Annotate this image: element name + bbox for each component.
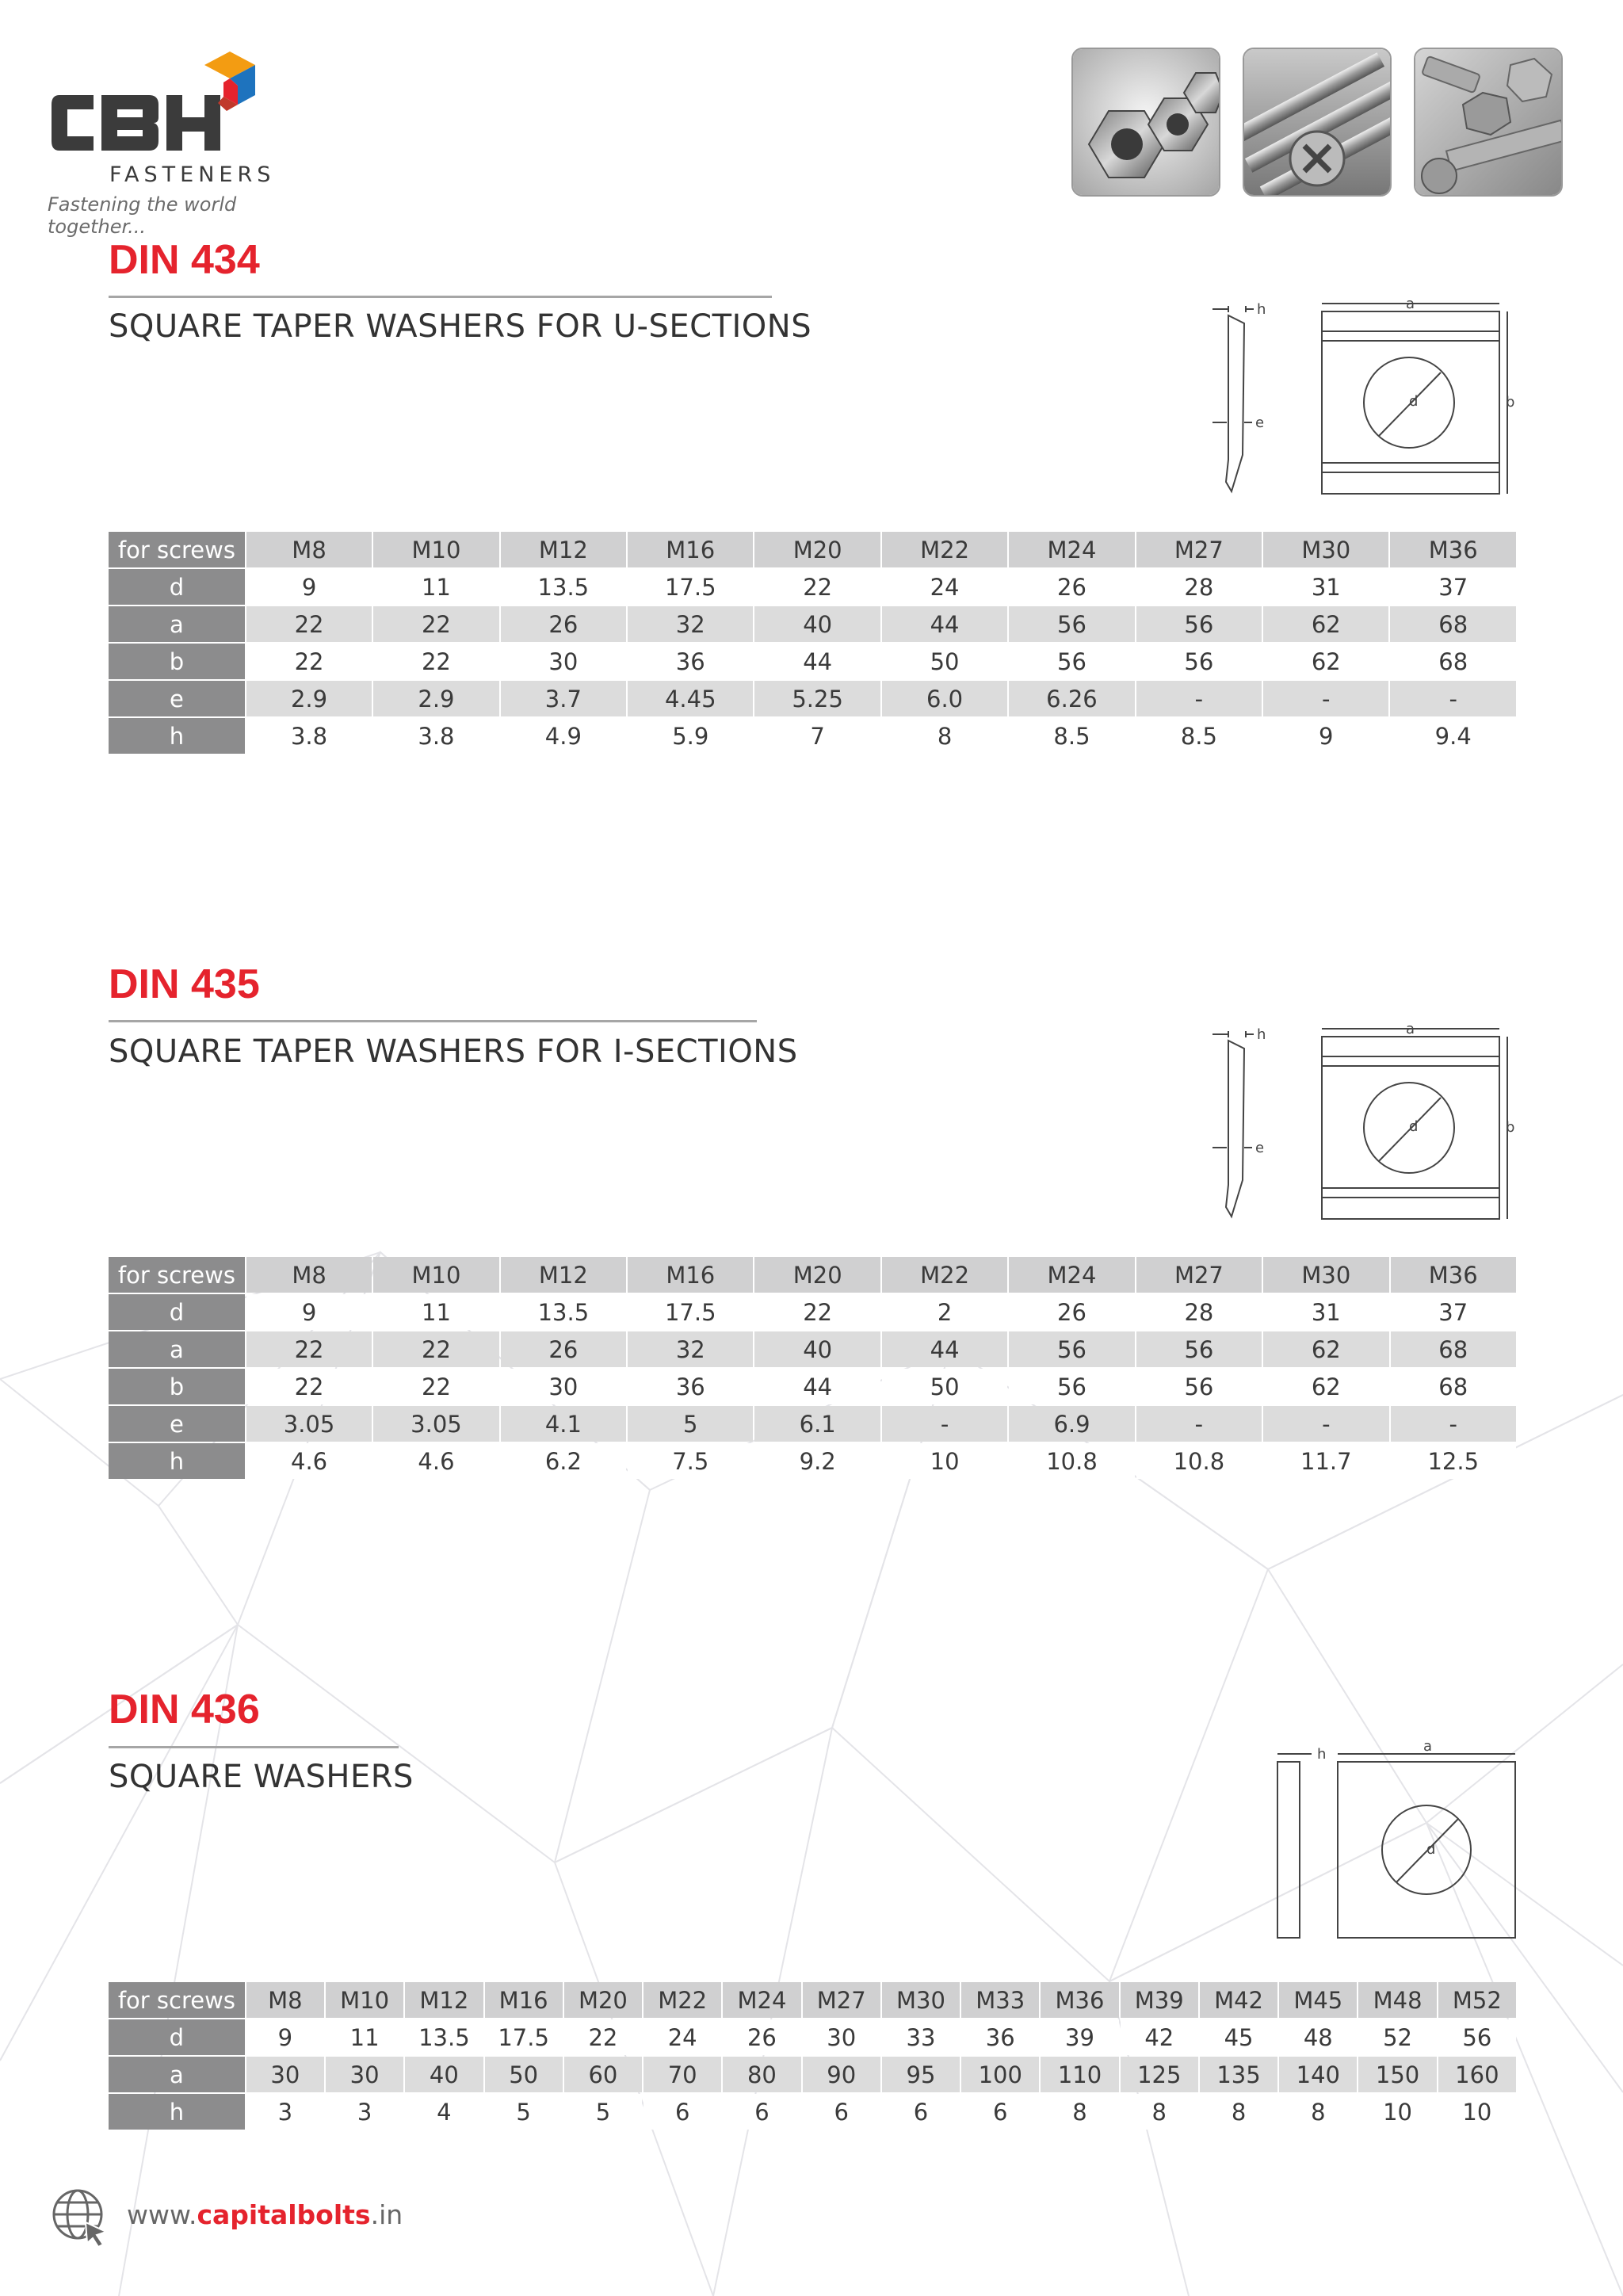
table-cell: 44 bbox=[882, 1331, 1007, 1367]
din435-diagram bbox=[1205, 1017, 1522, 1223]
table-cell: 10.8 bbox=[1136, 1443, 1262, 1479]
column-header-size: M22 bbox=[882, 1257, 1007, 1293]
table-cell: 100 bbox=[961, 2057, 1039, 2092]
row-label: h bbox=[109, 718, 245, 754]
table-cell: 33 bbox=[882, 2019, 960, 2055]
table-cell: 56 bbox=[1136, 1331, 1262, 1367]
din435-rule bbox=[109, 1020, 757, 1022]
column-header-size: M16 bbox=[628, 1257, 753, 1293]
table-cell: 10.8 bbox=[1009, 1443, 1134, 1479]
table-cell: 44 bbox=[754, 644, 880, 679]
table-cell: 24 bbox=[882, 569, 1007, 605]
column-header-size: M24 bbox=[1009, 532, 1134, 567]
din436-rule bbox=[109, 1746, 399, 1748]
table-cell: 6 bbox=[882, 2094, 960, 2130]
row-label: b bbox=[109, 644, 245, 679]
table-cell: - bbox=[1136, 681, 1262, 716]
table-cell: 24 bbox=[643, 2019, 721, 2055]
table-header-row bbox=[109, 1257, 1516, 1293]
table-cell: 9 bbox=[1263, 718, 1388, 754]
row-label: b bbox=[109, 1369, 245, 1404]
din436-label-h: h bbox=[1317, 1746, 1327, 1763]
column-header-size: M48 bbox=[1358, 1982, 1436, 2018]
column-header-size: M27 bbox=[1136, 532, 1262, 567]
table-cell: 37 bbox=[1390, 569, 1516, 605]
column-header-size: M27 bbox=[1136, 1257, 1262, 1293]
din436-table bbox=[107, 1981, 1518, 2131]
row-label: h bbox=[109, 2094, 245, 2130]
table-cell: 9 bbox=[246, 2019, 324, 2055]
table-cell: 8 bbox=[882, 718, 1007, 754]
table-cell: 4.1 bbox=[501, 1406, 626, 1442]
column-header-size: M20 bbox=[564, 1982, 642, 2018]
column-header-size: M27 bbox=[803, 1982, 880, 2018]
din436-label-a: a bbox=[1423, 1740, 1433, 1755]
table-cell: 4.45 bbox=[628, 681, 753, 716]
table-cell: 11.7 bbox=[1263, 1443, 1388, 1479]
column-header-size: M10 bbox=[373, 1257, 498, 1293]
brand-logo bbox=[48, 48, 317, 238]
table-row bbox=[109, 2094, 1516, 2130]
column-header-size: M10 bbox=[373, 532, 498, 567]
table-row bbox=[109, 1294, 1516, 1330]
table-cell: 13.5 bbox=[405, 2019, 483, 2055]
table-cell: 22 bbox=[754, 569, 880, 605]
table-cell: 17.5 bbox=[628, 1294, 753, 1330]
footer-website-link[interactable] bbox=[127, 2199, 403, 2230]
din434-diagram bbox=[1205, 292, 1522, 498]
table-cell: 56 bbox=[1438, 2019, 1516, 2055]
table-row bbox=[109, 569, 1516, 605]
column-header-size: M52 bbox=[1438, 1982, 1516, 2018]
table-cell: 31 bbox=[1263, 1294, 1388, 1330]
table-cell: 45 bbox=[1200, 2019, 1277, 2055]
table-cell: 28 bbox=[1136, 569, 1262, 605]
din436-label-d: d bbox=[1426, 1841, 1436, 1858]
table-row bbox=[109, 718, 1516, 754]
table-cell: 36 bbox=[961, 2019, 1039, 2055]
table-cell: 62 bbox=[1263, 644, 1388, 679]
table-cell: 70 bbox=[643, 2057, 721, 2092]
table-cell: 160 bbox=[1438, 2057, 1516, 2092]
table-cell: 6.1 bbox=[754, 1406, 880, 1442]
table-cell: 9 bbox=[246, 1294, 372, 1330]
table-cell: 4.9 bbox=[501, 718, 626, 754]
table-cell: 22 bbox=[564, 2019, 642, 2055]
din434-subtitle: SQUARE TAPER WASHERS FOR U-SECTIONS bbox=[109, 308, 812, 345]
table-cell: 5.9 bbox=[628, 718, 753, 754]
table-cell: 62 bbox=[1263, 1331, 1388, 1367]
table-cell: 26 bbox=[1009, 569, 1134, 605]
table-cell: 4.6 bbox=[246, 1443, 372, 1479]
brand-tagline: Fastening the world together... bbox=[48, 193, 237, 238]
table-cell: 8 bbox=[1200, 2094, 1277, 2130]
table-cell: 5.25 bbox=[754, 681, 880, 716]
din434-label-h: h bbox=[1257, 301, 1266, 318]
column-header-label: for screws bbox=[109, 1257, 245, 1293]
row-label: d bbox=[109, 1294, 245, 1330]
table-cell: 40 bbox=[405, 2057, 483, 2092]
din436-diagram bbox=[1268, 1740, 1522, 1946]
table-cell: 50 bbox=[485, 2057, 563, 2092]
footer-url-suffix: .in bbox=[370, 2199, 403, 2230]
table-cell: 5 bbox=[628, 1406, 753, 1442]
row-label: a bbox=[109, 606, 245, 642]
column-header-size: M20 bbox=[754, 1257, 880, 1293]
table-cell: 30 bbox=[501, 644, 626, 679]
table-cell: 26 bbox=[1009, 1294, 1134, 1330]
brand-fasteners: FASTENERS bbox=[109, 162, 276, 187]
table-cell: 30 bbox=[326, 2057, 403, 2092]
table-cell: 6 bbox=[961, 2094, 1039, 2130]
table-cell: 6 bbox=[803, 2094, 880, 2130]
table-row bbox=[109, 606, 1516, 642]
din434-rule bbox=[109, 296, 772, 298]
column-header-size: M24 bbox=[723, 1982, 800, 2018]
table-cell: 3.05 bbox=[246, 1406, 372, 1442]
table-row bbox=[109, 681, 1516, 716]
column-header-size: M24 bbox=[1009, 1257, 1134, 1293]
table-header-row bbox=[109, 532, 1516, 567]
column-header-size: M30 bbox=[1263, 1257, 1388, 1293]
table-header-row bbox=[109, 1982, 1516, 2018]
table-cell: 62 bbox=[1263, 1369, 1388, 1404]
table-cell: 13.5 bbox=[501, 1294, 626, 1330]
row-label: h bbox=[109, 1443, 245, 1479]
column-header-size: M30 bbox=[1263, 532, 1388, 567]
din435-label-h: h bbox=[1257, 1026, 1266, 1043]
table-cell: 10 bbox=[1438, 2094, 1516, 2130]
din434-title: DIN 434 bbox=[109, 237, 260, 283]
table-cell: 6 bbox=[723, 2094, 800, 2130]
table-cell: - bbox=[882, 1406, 1007, 1442]
column-header-label: for screws bbox=[109, 1982, 245, 2018]
table-row bbox=[109, 2019, 1516, 2055]
table-cell: 5 bbox=[485, 2094, 563, 2130]
screws-photo bbox=[1243, 48, 1392, 197]
table-cell: 56 bbox=[1136, 606, 1262, 642]
row-label: e bbox=[109, 1406, 245, 1442]
column-header-size: M8 bbox=[246, 1257, 372, 1293]
table-row bbox=[109, 1369, 1516, 1404]
din435-label-b: b bbox=[1506, 1119, 1515, 1136]
cbh-logo-mark bbox=[48, 48, 309, 166]
table-cell: 8 bbox=[1279, 2094, 1357, 2130]
table-cell: 90 bbox=[803, 2057, 880, 2092]
din435-label-e: e bbox=[1255, 1140, 1265, 1156]
table-cell: 6.26 bbox=[1009, 681, 1134, 716]
table-cell: 6.9 bbox=[1009, 1406, 1134, 1442]
column-header-size: M30 bbox=[882, 1982, 960, 2018]
table-cell: 62 bbox=[1263, 606, 1388, 642]
table-row bbox=[109, 1331, 1516, 1367]
table-cell: 4.6 bbox=[373, 1443, 498, 1479]
table-cell: 6.0 bbox=[882, 681, 1007, 716]
table-cell: - bbox=[1136, 1406, 1262, 1442]
table-cell: 8 bbox=[1041, 2094, 1118, 2130]
table-cell: 8 bbox=[1121, 2094, 1198, 2130]
table-cell: 3 bbox=[326, 2094, 403, 2130]
table-cell: 10 bbox=[1358, 2094, 1436, 2130]
column-header-size: M16 bbox=[485, 1982, 563, 2018]
table-cell: 6 bbox=[643, 2094, 721, 2130]
column-header-size: M12 bbox=[501, 532, 626, 567]
table-cell: 30 bbox=[246, 2057, 324, 2092]
table-cell: 48 bbox=[1279, 2019, 1357, 2055]
row-label: a bbox=[109, 2057, 245, 2092]
table-cell: 56 bbox=[1136, 1369, 1262, 1404]
table-cell: 140 bbox=[1279, 2057, 1357, 2092]
table-cell: 135 bbox=[1200, 2057, 1277, 2092]
table-cell: 40 bbox=[754, 1331, 880, 1367]
bolts-photo bbox=[1414, 48, 1563, 197]
column-header-label: for screws bbox=[109, 532, 245, 567]
table-cell: 50 bbox=[882, 1369, 1007, 1404]
table-cell: 17.5 bbox=[628, 569, 753, 605]
column-header-size: M36 bbox=[1041, 1982, 1118, 2018]
table-cell: - bbox=[1391, 1406, 1516, 1442]
table-row bbox=[109, 644, 1516, 679]
table-cell: 17.5 bbox=[485, 2019, 563, 2055]
table-cell: 56 bbox=[1009, 1331, 1134, 1367]
table-row bbox=[109, 1443, 1516, 1479]
table-cell: 28 bbox=[1136, 1294, 1262, 1330]
table-cell: 11 bbox=[373, 1294, 498, 1330]
din435-label-d: d bbox=[1409, 1118, 1419, 1135]
din434-table bbox=[107, 530, 1518, 755]
row-label: d bbox=[109, 569, 245, 605]
table-cell: 30 bbox=[501, 1369, 626, 1404]
column-header-size: M36 bbox=[1391, 1257, 1516, 1293]
din434-label-b: b bbox=[1506, 394, 1515, 411]
table-cell: 56 bbox=[1136, 644, 1262, 679]
table-cell: 80 bbox=[723, 2057, 800, 2092]
table-cell: 26 bbox=[501, 1331, 626, 1367]
row-label: a bbox=[109, 1331, 245, 1367]
table-cell: 26 bbox=[501, 606, 626, 642]
table-cell: 22 bbox=[373, 606, 498, 642]
table-cell: 8.5 bbox=[1009, 718, 1134, 754]
table-cell: 11 bbox=[373, 569, 498, 605]
table-cell: 56 bbox=[1009, 1369, 1134, 1404]
din436-subtitle: SQUARE WASHERS bbox=[109, 1759, 414, 1795]
table-cell: 37 bbox=[1391, 1294, 1516, 1330]
table-cell: 9 bbox=[246, 569, 372, 605]
column-header-size: M8 bbox=[246, 1982, 324, 2018]
table-cell: 22 bbox=[754, 1294, 880, 1330]
table-cell: 5 bbox=[564, 2094, 642, 2130]
table-cell: 9.4 bbox=[1390, 718, 1516, 754]
column-header-size: M39 bbox=[1121, 1982, 1198, 2018]
table-cell: 3.8 bbox=[246, 718, 372, 754]
table-row bbox=[109, 2057, 1516, 2092]
table-cell: 22 bbox=[246, 1369, 372, 1404]
column-header-size: M45 bbox=[1279, 1982, 1357, 2018]
din435-label-a: a bbox=[1406, 1021, 1415, 1037]
table-cell: 60 bbox=[564, 2057, 642, 2092]
table-cell: 50 bbox=[882, 644, 1007, 679]
table-cell: 9.2 bbox=[754, 1443, 880, 1479]
table-cell: 11 bbox=[326, 2019, 403, 2055]
table-cell: 30 bbox=[803, 2019, 880, 2055]
table-cell: - bbox=[1263, 1406, 1388, 1442]
table-cell: 4 bbox=[405, 2094, 483, 2130]
din435-table bbox=[107, 1255, 1518, 1480]
table-cell: 31 bbox=[1263, 569, 1388, 605]
column-header-size: M8 bbox=[246, 532, 372, 567]
column-header-size: M33 bbox=[961, 1982, 1039, 2018]
table-cell: 2.9 bbox=[373, 681, 498, 716]
table-cell: 150 bbox=[1358, 2057, 1436, 2092]
table-cell: 68 bbox=[1391, 1369, 1516, 1404]
table-cell: 2 bbox=[882, 1294, 1007, 1330]
table-cell: 22 bbox=[373, 1369, 498, 1404]
table-cell: 22 bbox=[246, 644, 372, 679]
table-cell: 6.2 bbox=[501, 1443, 626, 1479]
table-cell: 110 bbox=[1041, 2057, 1118, 2092]
table-cell: 13.5 bbox=[501, 569, 626, 605]
din435-title: DIN 435 bbox=[109, 961, 260, 1007]
footer-url-prefix: www. bbox=[127, 2199, 197, 2230]
table-cell: 3.8 bbox=[373, 718, 498, 754]
column-header-size: M12 bbox=[405, 1982, 483, 2018]
table-cell: 36 bbox=[628, 644, 753, 679]
column-header-size: M16 bbox=[628, 532, 753, 567]
globe-icon bbox=[49, 2186, 113, 2249]
table-cell: 39 bbox=[1041, 2019, 1118, 2055]
table-cell: - bbox=[1390, 681, 1516, 716]
table-cell: 22 bbox=[246, 1331, 372, 1367]
din434-label-d: d bbox=[1409, 393, 1419, 410]
table-cell: 3.05 bbox=[373, 1406, 498, 1442]
table-cell: 42 bbox=[1121, 2019, 1198, 2055]
table-cell: 22 bbox=[373, 1331, 498, 1367]
table-cell: 44 bbox=[754, 1369, 880, 1404]
footer-url-brand: capitalbolts bbox=[197, 2199, 371, 2230]
row-label: d bbox=[109, 2019, 245, 2055]
table-cell: 68 bbox=[1390, 644, 1516, 679]
table-cell: 32 bbox=[628, 606, 753, 642]
column-header-size: M20 bbox=[754, 532, 880, 567]
table-cell: 56 bbox=[1009, 644, 1134, 679]
table-cell: 36 bbox=[628, 1369, 753, 1404]
din436-title: DIN 436 bbox=[109, 1687, 260, 1733]
table-cell: 125 bbox=[1121, 2057, 1198, 2092]
table-cell: 12.5 bbox=[1391, 1443, 1516, 1479]
table-cell: 10 bbox=[882, 1443, 1007, 1479]
table-cell: 3 bbox=[246, 2094, 324, 2130]
table-cell: 68 bbox=[1390, 606, 1516, 642]
table-cell: 95 bbox=[882, 2057, 960, 2092]
table-cell: 22 bbox=[246, 606, 372, 642]
column-header-size: M22 bbox=[882, 532, 1007, 567]
table-cell: 8.5 bbox=[1136, 718, 1262, 754]
table-cell: 52 bbox=[1358, 2019, 1436, 2055]
table-cell: 32 bbox=[628, 1331, 753, 1367]
table-cell: 68 bbox=[1391, 1331, 1516, 1367]
column-header-size: M10 bbox=[326, 1982, 403, 2018]
column-header-size: M36 bbox=[1390, 532, 1516, 567]
hex-nuts-photo bbox=[1071, 48, 1220, 197]
column-header-size: M42 bbox=[1200, 1982, 1277, 2018]
din434-label-a: a bbox=[1406, 296, 1415, 312]
din434-label-e: e bbox=[1255, 415, 1265, 431]
column-header-size: M12 bbox=[501, 1257, 626, 1293]
row-label: e bbox=[109, 681, 245, 716]
column-header-size: M22 bbox=[643, 1982, 721, 2018]
table-cell: 40 bbox=[754, 606, 880, 642]
table-cell: 7 bbox=[754, 718, 880, 754]
table-cell: 22 bbox=[373, 644, 498, 679]
din435-subtitle: SQUARE TAPER WASHERS FOR I-SECTIONS bbox=[109, 1033, 798, 1070]
table-cell: 3.7 bbox=[501, 681, 626, 716]
table-cell: 56 bbox=[1009, 606, 1134, 642]
table-cell: 7.5 bbox=[628, 1443, 753, 1479]
table-cell: - bbox=[1263, 681, 1388, 716]
table-row bbox=[109, 1406, 1516, 1442]
table-cell: 44 bbox=[882, 606, 1007, 642]
table-cell: 26 bbox=[723, 2019, 800, 2055]
table-cell: 2.9 bbox=[246, 681, 372, 716]
